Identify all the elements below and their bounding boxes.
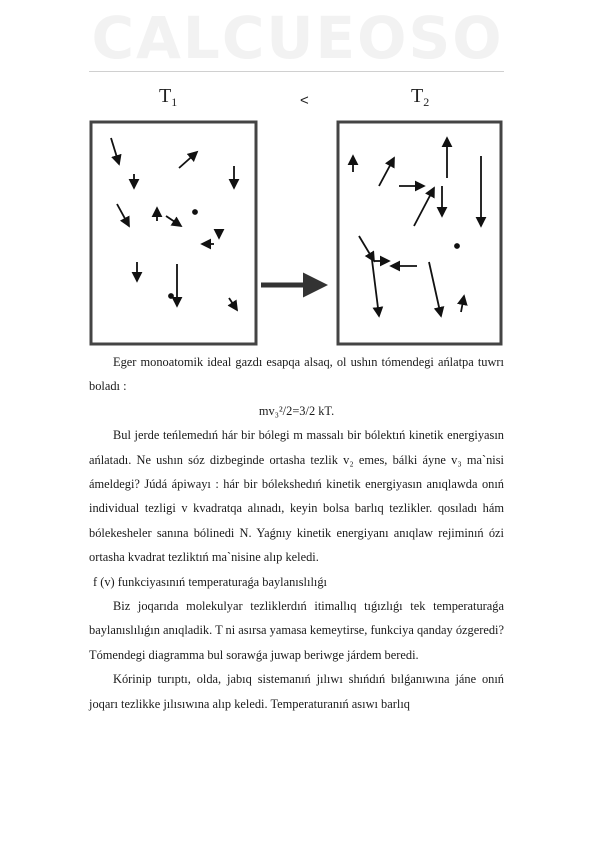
- section-heading: f (v) funkciyasınıń temperaturaǵa baylanıslılıǵı: [93, 574, 327, 589]
- low-temperature-box: [91, 122, 256, 344]
- article-body: [89, 350, 504, 716]
- fast-particle-vector: [372, 260, 379, 316]
- kinetic-energy-formula: mv₃²/2=3/2 kT.: [258, 403, 335, 418]
- slow-particle-vector: [179, 152, 197, 168]
- slow-particle-vector: [229, 298, 237, 310]
- header-rule: [89, 71, 504, 72]
- fast-particle-vector: [461, 296, 464, 312]
- fast-particle-vector: [429, 262, 441, 316]
- paragraph-energy-expression: Eger monoatomik ideal gazdı esapqa alsaq, ol ushın tómendegi ańlatpa tuwrı boladı :: [89, 355, 504, 394]
- comparison-sign: <: [300, 92, 309, 109]
- paragraph-heating-effect: Kórinip turıptı, olda, jabıq sistemanıń jılıwı shıńdıń bılǵanıwına jáne onıń joqarı tezlikke jılısıwına alıp keledi. Temperaturanıń asıwı barlıq: [89, 672, 504, 711]
- t2-label: $T_2$: [411, 85, 430, 109]
- high-temperature-box: [338, 122, 501, 344]
- fast-particle-vector: [414, 188, 434, 226]
- fast-particle-vector: [379, 158, 394, 186]
- paragraph-temperature-dependence: Biz joqarıda molekulyar tezliklerdıń itimallıq tıǵızlıǵı tek temperaturaǵa baylanıslılıǵın anıqladik. T ni asırsa yamasa kemeytirse, funkciya qanday ózgeredi? Tómendegi diagramma bul sorawǵa juwap beriwge járdem beredi.: [89, 599, 504, 662]
- t1-label: $T_1$: [159, 85, 178, 109]
- slow-particle-vector: [111, 138, 119, 164]
- watermark: CALCUEOSO: [91, 4, 504, 72]
- slow-particle-vector: [166, 216, 181, 226]
- paragraph-rms-speed: Bul jerde teńlemedıń hár bir bólegi m massalı bir bólektıń kinetik energiyasın ańlatadı. Ne ushın sóz dizbeginde ortasha tezlik v₂ emes, bálki áyne v₃ ma`nisi ámeldegi? Júdá ápiwayı : hár bir bólekshedıń kinetik energiyasın anıqlawda onıń individual tezligi v kvadratqa alınadı, keyin bolsa barlıq tezlikler. qosıladı hám bólekesheler sanına bólinedi N. Yaǵnıy kinetik energiyanı anıqlaw rejiminıń ózi ortasha kvadrat tezliktıń ma`nisine alıp keledi.: [89, 428, 504, 565]
- temperature-comparison-figure: [89, 76, 504, 348]
- slow-particle-vector: [117, 204, 129, 226]
- fast-particle-vector: [359, 236, 374, 261]
